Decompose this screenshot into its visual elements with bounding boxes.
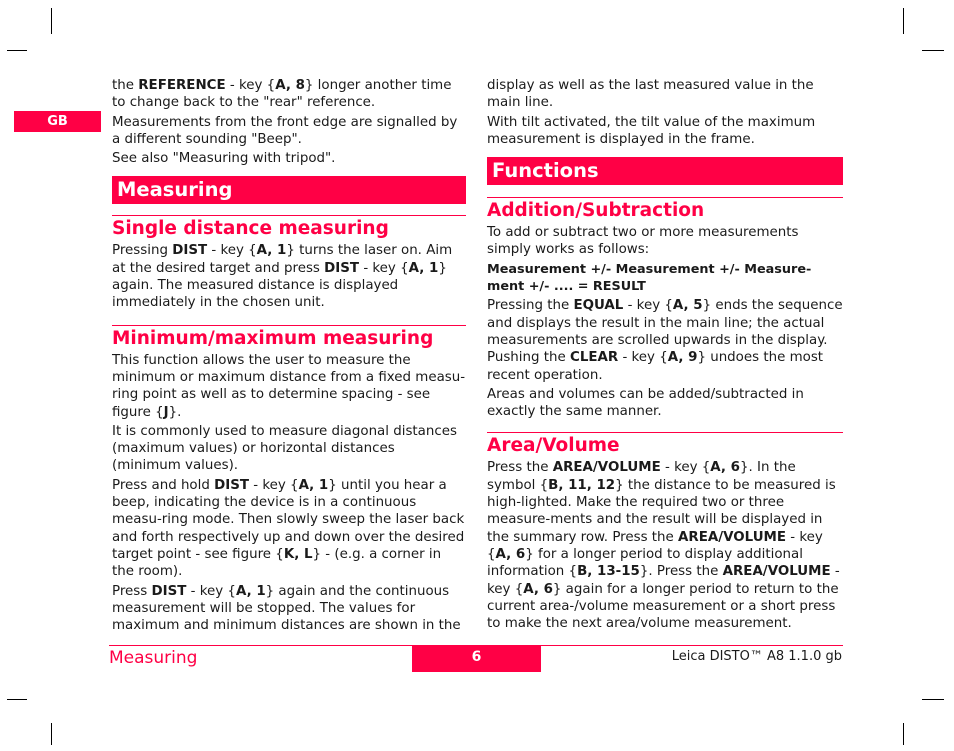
key-term: A, 5 (672, 298, 703, 314)
minmax-paragraph: It is commonly used to measure diagonal distances (maximum values) or horizontal distances (minimum values). (112, 423, 457, 474)
continued-paragraph: With tilt activated, the tilt value of the maximum measurement is displayed in the frame. (487, 114, 816, 147)
key-term: A, 1 (235, 583, 266, 599)
page-number: 6 (412, 645, 541, 672)
area-paragraph: Press the AREA/VOLUME - key {A, 6}. In the symbol {B, 11, 12} the distance to be measured is high-lighted. Make the required two or three measure-ments and the result will be displayed in the summary row. Press the AREA/VOLUME - key {A, 6} for a longer period to display additional information {B, 13-15}. Press the AREA/VOLUME - key {A, 6} again for a longer period to return to the current area-/volume measurement or a short press to make the next area/volume measurement. (487, 460, 840, 632)
continued-paragraph: display as well as the last measured value in the main line. (487, 78, 814, 111)
crop-mark (7, 50, 27, 51)
section-title-functions: Functions (487, 157, 843, 185)
key-term: A, 1 (408, 260, 439, 276)
crop-mark (903, 723, 904, 745)
key-term: DIST (214, 477, 249, 493)
heading-min-max: Minimum/maximum measuring (112, 325, 466, 350)
crop-mark (51, 723, 52, 745)
heading-area-volume: Area/Volume (487, 432, 843, 457)
single-paragraph: Pressing DIST - key {A, 1} turns the laser on. Aim at the desired target and press DIST - key {A, 1} again. The measured distance is displayed immediately in the chosen unit. (112, 243, 453, 311)
minmax-paragraph: Press and hold DIST - key {A, 1} until you hear a beep, indicating the device is in a continuous measu-ring mode. Then slowly sweep the laser back and forth respectively up and down over the desired target point - see figure {K, L} - (e.g. a corner in the room). (112, 477, 465, 580)
right-column (487, 77, 843, 634)
footer-product: Leica DISTO™ A8 1.1.0 gb (671, 649, 842, 664)
footer-section: Measuring (109, 648, 198, 668)
intro-paragraph: See also "Measuring with tripod". (112, 151, 336, 167)
key-term: A, 1 (298, 477, 329, 493)
key-term: A, 9 (667, 350, 698, 366)
left-column (112, 77, 466, 636)
heading-single-distance: Single distance measuring (112, 215, 466, 240)
minmax-paragraph: This function allows the user to measure the minimum or maximum distance from a fixed measu-ring point as well as to determine spacing - see figure {J}. (112, 352, 466, 420)
key-term: REFERENCE (138, 78, 226, 93)
crop-mark (922, 50, 944, 51)
key-term: A, 6 (710, 460, 740, 476)
key-term: J (163, 404, 169, 420)
language-tab: GB (14, 111, 101, 132)
addition-formula: Measurement +/- Measurement +/- Measure-ment +/- .... = RESULT (487, 261, 812, 295)
key-term: A, 8 (275, 78, 305, 93)
intro-paragraph: the REFERENCE - key {A, 8} longer another time to change back to the "rear" reference. (112, 78, 452, 111)
key-term: DIST (172, 243, 208, 259)
key-term: B, 11, 12 (548, 477, 616, 493)
key-term: DIST (324, 260, 360, 276)
key-term: A, 6 (523, 581, 553, 597)
key-term: K, L (283, 546, 313, 562)
crop-mark (922, 699, 944, 700)
addition-paragraph: Areas and volumes can be added/subtracted in exactly the same manner. (487, 386, 804, 420)
key-term: B, 13-15 (577, 564, 640, 580)
minmax-paragraph: Press DIST - key {A, 1} again and the continuous measurement will be stopped. The values for maximum and minimum distances are shown in the (112, 583, 461, 634)
section-title-measuring: Measuring (112, 176, 466, 204)
addition-paragraph: Pressing the EQUAL - key {A, 5} ends the sequence and displays the result in the main line; the actual measurements are scrolled upwards in the display. Pushing the CLEAR - key {A, 9} undoes the most recent operation. (487, 298, 843, 383)
intro-paragraph: Measurements from the front edge are signalled by a different sounding "Beep". (112, 114, 458, 147)
key-term: DIST (151, 583, 187, 599)
key-term: AREA/VOLUME (722, 564, 831, 580)
heading-addition-subtraction: Addition/Subtraction (487, 197, 843, 222)
addition-paragraph: To add or subtract two or more measurements simply works as follows: (487, 225, 799, 258)
crop-mark (903, 8, 904, 34)
crop-mark (51, 8, 52, 34)
key-term: A, 1 (256, 243, 287, 259)
key-term: AREA/VOLUME (678, 529, 787, 545)
key-term: CLEAR (570, 350, 619, 366)
key-term: AREA/VOLUME (552, 460, 661, 476)
crop-mark (7, 699, 27, 700)
key-term: EQUAL (573, 298, 624, 314)
key-term: A, 6 (495, 546, 526, 562)
